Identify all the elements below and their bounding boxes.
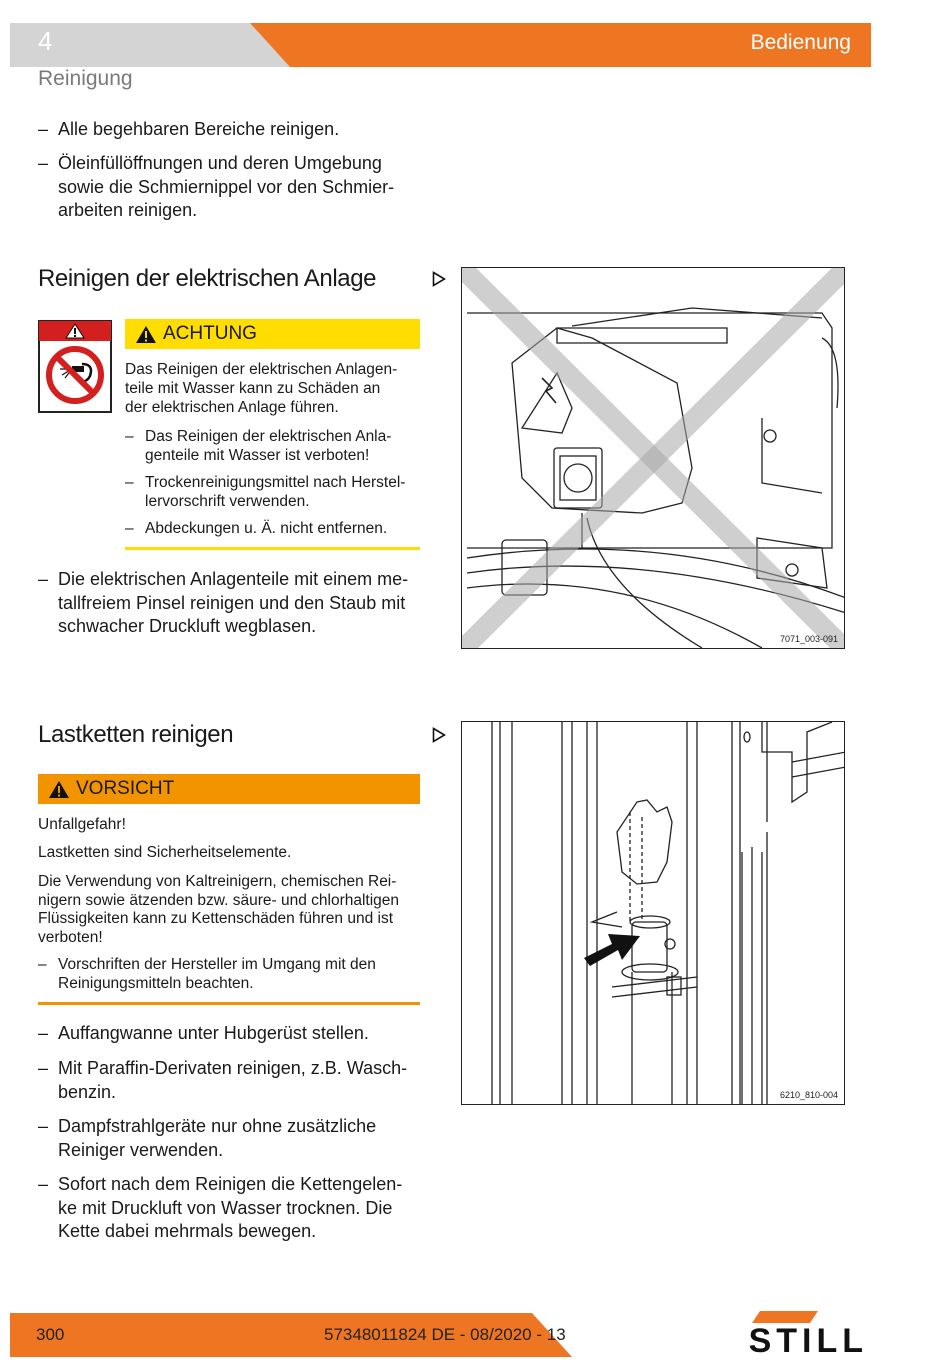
list-item: – Auffangwanne unter Hubgerüst stellen. <box>38 1023 369 1043</box>
warning-end-rule <box>125 547 420 550</box>
warning-label: ACHTUNG <box>163 323 257 344</box>
figure-pointer-icon <box>432 727 446 743</box>
mast-chain-illustration <box>462 722 845 1105</box>
warning-label: VORSICHT <box>76 778 175 799</box>
figure-load-chain <box>461 721 845 1105</box>
warning-triangle-icon <box>135 325 157 344</box>
electrical-box-illustration <box>462 268 845 649</box>
brand-logo: STILL <box>748 1322 868 1360</box>
figure-pointer-icon <box>432 271 446 287</box>
list-item: – Sofort nach dem Reinigen die Kettengelen- ke mit Druckluft von Wasser trocknen. Die Kette dabei mehrmals bewegen. <box>38 1174 403 1241</box>
warning-banner-achtung <box>125 319 420 349</box>
figure-caption: 6210_810-004 <box>779 1090 838 1100</box>
list-item: – Vorschriften der Hersteller im Umgang mit den Reinigungsmitteln beachten. <box>38 956 376 992</box>
chapter-number: 4 <box>38 26 53 56</box>
warning-text: Das Reinigen der elektrischen Anlagen- teile mit Wasser kann zu Schäden an der elektrischen Anlage führen. <box>125 361 398 416</box>
section-heading: Lastketten reinigen <box>38 721 234 748</box>
list-item: – Öleinfüllöffnungen und deren Umgebung sowie die Schmiernippel vor den Schmier- arbeiten reinigen. <box>38 153 395 220</box>
figure-caption: 7071_003-091 <box>779 634 838 644</box>
list-item: – Mit Paraffin-Derivaten reinigen, z.B. Wasch- benzin. <box>38 1058 408 1102</box>
list-item: – Die elektrischen Anlagenteile mit einem me- tallfreiem Pinsel reinigen und den Staub mit schwacher Druckluft wegblasen. <box>38 569 409 636</box>
document-id: 57348011824 DE - 08/2020 - 13 <box>324 1325 566 1344</box>
list-item: – Alle begehbaren Bereiche reinigen. <box>38 119 340 139</box>
section-heading: Reinigen der elektrischen Anlage <box>38 265 377 292</box>
page-number: 300 <box>36 1325 65 1344</box>
section-title: Bedienung <box>750 31 851 54</box>
list-item: – Trockenreinigungsmittel nach Herstel- lervorschrift verwenden. <box>125 474 406 510</box>
list-item: – Abdeckungen u. Ä. nicht entfernen. <box>125 520 388 537</box>
warning-banner-vorsicht <box>38 774 420 804</box>
warning-paragraph: Lastketten sind Sicherheitselemente. <box>38 844 292 861</box>
warning-end-rule <box>38 1002 420 1005</box>
list-item: – Das Reinigen der elektrischen Anla- genteile mit Wasser ist verboten! <box>125 428 392 464</box>
warning-paragraph: Unfallgefahr! <box>38 816 126 833</box>
list-item: – Dampfstrahlgeräte nur ohne zusätzliche Reiniger verwenden. <box>38 1116 377 1160</box>
figure-electrical-system <box>461 267 845 649</box>
warning-triangle-icon <box>48 780 70 799</box>
warning-paragraph: Die Verwendung von Kaltreinigern, chemischen Rei- nigern sowie ätzenden bzw. säure- und chlorhaltigen Flüssigkeiten kann zu Kettenschäden führen und ist verboten! <box>38 873 400 946</box>
no-water-spray-icon <box>38 320 112 413</box>
subsection-title: Reinigung <box>38 67 133 90</box>
